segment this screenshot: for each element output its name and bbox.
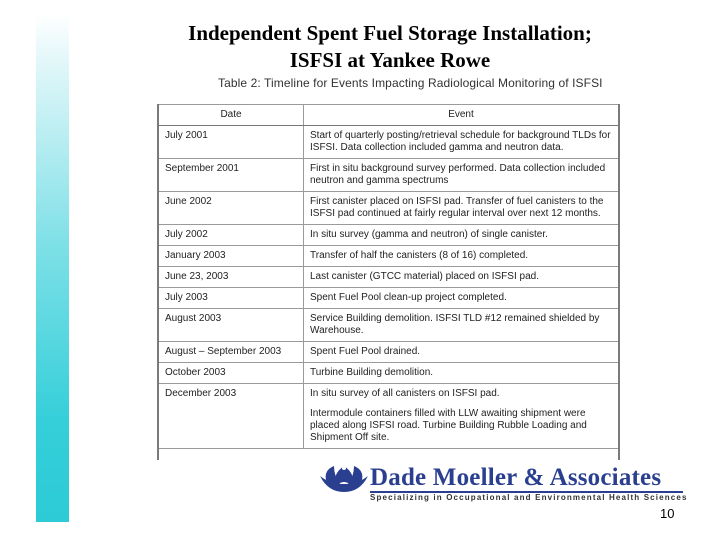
table-row: [159, 126, 618, 159]
company-logo: [312, 462, 692, 506]
row-event: Turbine Building demolition.: [304, 363, 619, 384]
table-row: [159, 309, 618, 342]
row-event: First canister placed on ISFSI pad. Transfer of fuel canisters to the ISFSI pad continued at fairly regular interval over next 12 months.: [304, 192, 619, 225]
table-row: [159, 363, 618, 384]
row-event: Spent Fuel Pool clean-up project completed.: [304, 288, 619, 309]
table-row: [159, 192, 618, 225]
row-date: July 2003: [159, 288, 304, 309]
row-event: Service Building demolition. ISFSI TLD #12 remained shielded by Warehouse.: [304, 309, 619, 342]
logo-tagline: Specializing in Occupational and Environmental Health Sciences: [370, 493, 688, 502]
row-date: August – September 2003: [159, 342, 304, 363]
event-column-header: Event: [304, 105, 619, 126]
row-event: Last canister (GTCC material) placed on ISFSI pad.: [304, 267, 619, 288]
table-header-row: [159, 105, 618, 126]
decorative-sidebar: [36, 14, 69, 522]
row-date: July 2002: [159, 225, 304, 246]
title-line-2: ISFSI at Yankee Rowe: [289, 48, 491, 72]
row-event: In situ survey (gamma and neutron) of single canister.: [304, 225, 619, 246]
row-event: [304, 384, 619, 449]
row-event: First in situ background survey performed. Data collection included neutron and gamma spectrums: [304, 159, 619, 192]
row-event-text: In situ survey of all canisters on ISFSI pad.: [310, 388, 500, 399]
row-date: June 23, 2003: [159, 267, 304, 288]
row-date: October 2003: [159, 363, 304, 384]
table-row: [159, 246, 618, 267]
lotus-logo-icon: [314, 462, 374, 494]
row-date: July 2001: [159, 126, 304, 159]
row-date: June 2002: [159, 192, 304, 225]
page-number: 10: [660, 506, 675, 521]
row-event: Transfer of half the canisters (8 of 16) completed.: [304, 246, 619, 267]
logo-company-name: Dade Moeller & Associates: [370, 464, 662, 491]
timeline-table: [157, 104, 620, 460]
table-row: [159, 225, 618, 246]
title-line-1: Independent Spent Fuel Storage Installation;: [188, 21, 592, 45]
table-row: [159, 288, 618, 309]
row-date: January 2003: [159, 246, 304, 267]
row-date: August 2003: [159, 309, 304, 342]
table-caption: Table 2: Timeline for Events Impacting Radiological Monitoring of ISFSI: [218, 76, 603, 90]
row-date: September 2001: [159, 159, 304, 192]
date-column-header: Date: [159, 105, 304, 126]
row-event: Start of quarterly posting/retrieval schedule for background TLDs for ISFSI. Data collection included gamma and neutron data.: [304, 126, 619, 159]
table-row: [159, 384, 618, 449]
row-event-extra-text: Intermodule containers filled with LLW awaiting shipment were placed along ISFSI road. Turbine Building Rubble Loading and Shipment Off site.: [310, 408, 587, 443]
row-date: December 2003: [159, 384, 304, 449]
row-event: Spent Fuel Pool drained.: [304, 342, 619, 363]
table-row: [159, 342, 618, 363]
slide-title: [60, 20, 720, 74]
table-row: [159, 267, 618, 288]
table-row: [159, 159, 618, 192]
